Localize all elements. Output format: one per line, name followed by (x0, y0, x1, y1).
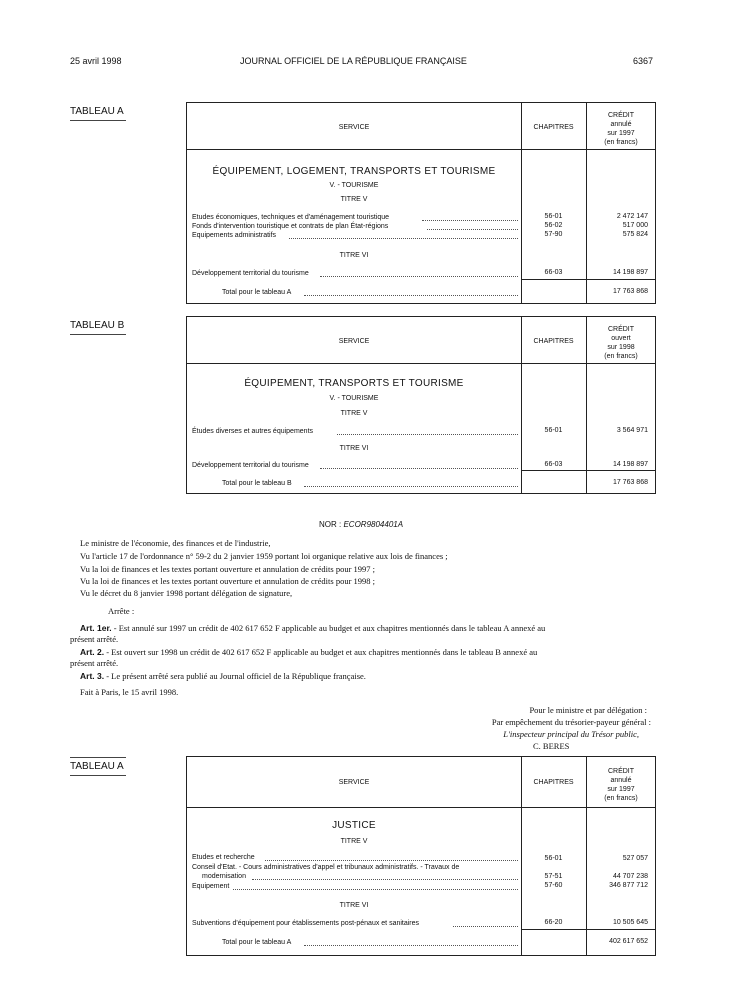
table1-col-service: SERVICE (338, 124, 370, 131)
table1-label-rule (70, 120, 126, 121)
table-row-credit: 44 707 238 (612, 873, 648, 880)
table-row-chapitre: 56-01 (544, 855, 563, 862)
nor-line: NOR : ECOR9804401A (319, 520, 404, 529)
table1-ministry: ÉQUIPEMENT, LOGEMENT, TRANSPORTS ET TOURISME (212, 166, 496, 177)
signature-name: C. BERES (533, 741, 570, 751)
table3-col-service: SERVICE (338, 779, 370, 786)
table-row-service: Equipement (192, 883, 230, 890)
table2-section: V. - TOURISME (329, 395, 379, 402)
table2-label: TABLEAU B (70, 320, 125, 331)
table3-total-label: Total pour le tableau A (222, 939, 292, 946)
table2-col-service: SERVICE (338, 338, 370, 345)
table1-titre-vi: TITRE VI (339, 252, 369, 259)
table-row-credit: 10 505 645 (612, 919, 648, 926)
table-row-chapitre: 66-20 (544, 919, 563, 926)
table-row-chapitre: 57-51 (544, 873, 563, 880)
header-date: 25 avril 1998 (70, 56, 122, 66)
intro-line: Le ministre de l'économie, des finances et de l'industrie, (80, 538, 271, 548)
table1-col-chapitres: CHAPITRES (533, 124, 574, 131)
table3-label: TABLEAU A (70, 761, 124, 772)
table3-total: 402 617 652 (609, 938, 648, 945)
table3 (186, 756, 656, 956)
table2-label-rule (70, 334, 126, 335)
table-row-service: Etudes et recherche (192, 854, 255, 861)
table2 (186, 316, 656, 494)
table-row-credit: 575 824 (622, 231, 648, 238)
table-row-credit: 517 000 (622, 222, 648, 229)
header-journal: JOURNAL OFFICIEL DE LA RÉPUBLIQUE FRANÇAISE (240, 56, 467, 66)
table3-col-credit: CRÉDIT annulé sur 1997 (en francs) (604, 768, 638, 802)
table-row-chapitre: 66-03 (544, 269, 563, 276)
table2-total-label: Total pour le tableau B (222, 480, 292, 487)
table1-total-label: Total pour le tableau A (222, 289, 292, 296)
table-row-service: Equipements administratifs (192, 232, 277, 239)
table1 (186, 102, 656, 304)
signature-line: Pour le ministre et par délégation : (529, 705, 647, 715)
article-2: Art. 2. - Est ouvert sur 1998 un crédit de 402 617 652 F applicable au budget et aux chapitres mentionnés dans le tableau B annexé au (80, 647, 538, 657)
intro-line: Vu le décret du 8 janvier 1998 portant délégation de signature, (80, 588, 293, 598)
table1-col-credit: CRÉDIT annulé sur 1997 (en francs) (604, 112, 638, 146)
table3-ministry: JUSTICE (332, 820, 376, 831)
table1-section: V. - TOURISME (329, 182, 379, 189)
table3-titre-vi: TITRE VI (339, 902, 369, 909)
table2-ministry: ÉQUIPEMENT, TRANSPORTS ET TOURISME (244, 378, 464, 389)
table-row-service-cont: modernisation (202, 873, 246, 880)
table1-titre-v: TITRE V (340, 196, 368, 203)
table-row-credit: 3 564 971 (616, 427, 648, 434)
table-row-service: Etudes économiques, techniques et d'aménagement touristique (192, 214, 390, 221)
signature-line: Par empêchement du trésorier-payeur général : (491, 717, 651, 727)
table-row-chapitre: 57-90 (544, 231, 563, 238)
table2-total: 17 763 868 (612, 479, 648, 486)
table2-col-credit: CRÉDIT ouvert sur 1998 (en francs) (604, 326, 638, 360)
table-row-service: Développement territorial du tourisme (192, 462, 309, 469)
table-row-chapitre: 56-01 (544, 213, 563, 220)
table-row-credit: 14 198 897 (612, 269, 648, 276)
intro-line: Vu la loi de finances et les textes portant ouverture et annulation de crédits pour 1998 ; (80, 576, 376, 586)
table-row-credit: 346 877 712 (609, 882, 648, 889)
table3-col-chapitres: CHAPITRES (533, 779, 574, 786)
table-row-credit: 527 057 (622, 855, 648, 862)
table-row-service: Développement territorial du tourisme (192, 270, 309, 277)
table3-label-rule (70, 775, 126, 776)
table-row-credit: 2 472 147 (616, 213, 648, 220)
article-1-cont: présent arrêté. (70, 634, 119, 644)
table-row-service: Conseil d'Etat. - Cours administratives d'appel et tribunaux administratifs. - Travaux de (192, 864, 460, 871)
article-3: Art. 3. - Le présent arrêté sera publié au Journal officiel de la République française. (80, 671, 366, 681)
signature-line: L'inspecteur principal du Trésor public, (503, 729, 639, 739)
article-2-cont: présent arrêté. (70, 658, 119, 668)
table-row-chapitre: 66-03 (544, 461, 563, 468)
table1-total: 17 763 868 (612, 288, 648, 295)
table-row-service: Études diverses et autres équipements (192, 428, 314, 435)
table-row-chapitre: 56-01 (544, 427, 563, 434)
table2-titre-vi: TITRE VI (339, 445, 369, 452)
intro-line: Vu la loi de finances et les textes portant ouverture et annulation de crédits pour 1997 ; (80, 564, 376, 574)
fait-a-paris: Fait à Paris, le 15 avril 1998. (80, 687, 179, 697)
table2-col-chapitres: CHAPITRES (533, 338, 574, 345)
article-1: Art. 1er. - Est annulé sur 1997 un crédit de 402 617 652 F applicable au budget et aux chapitres mentionnés dans le tableau A annexé au (80, 623, 546, 633)
table1-label: TABLEAU A (70, 106, 124, 117)
header-page-number: 6367 (633, 56, 654, 66)
arrete: Arrête : (108, 606, 135, 616)
table-row-chapitre: 57-60 (544, 882, 563, 889)
intro-line: Vu l'article 17 de l'ordonnance n° 59-2 du 2 janvier 1959 portant loi organique relative aux lois de finances ; (80, 551, 448, 561)
table-row-service: Fonds d'intervention touristique et contrats de plan État-régions (192, 223, 389, 230)
table-row-chapitre: 56-02 (544, 222, 563, 229)
table2-titre-v: TITRE V (340, 410, 368, 417)
table-row-service: Subventions d'équipement pour établissements post-pénaux et sanitaires (192, 920, 420, 927)
table3-titre-v: TITRE V (340, 838, 368, 845)
table3-label-rule-top (70, 757, 126, 758)
table-row-credit: 14 198 897 (612, 461, 648, 468)
